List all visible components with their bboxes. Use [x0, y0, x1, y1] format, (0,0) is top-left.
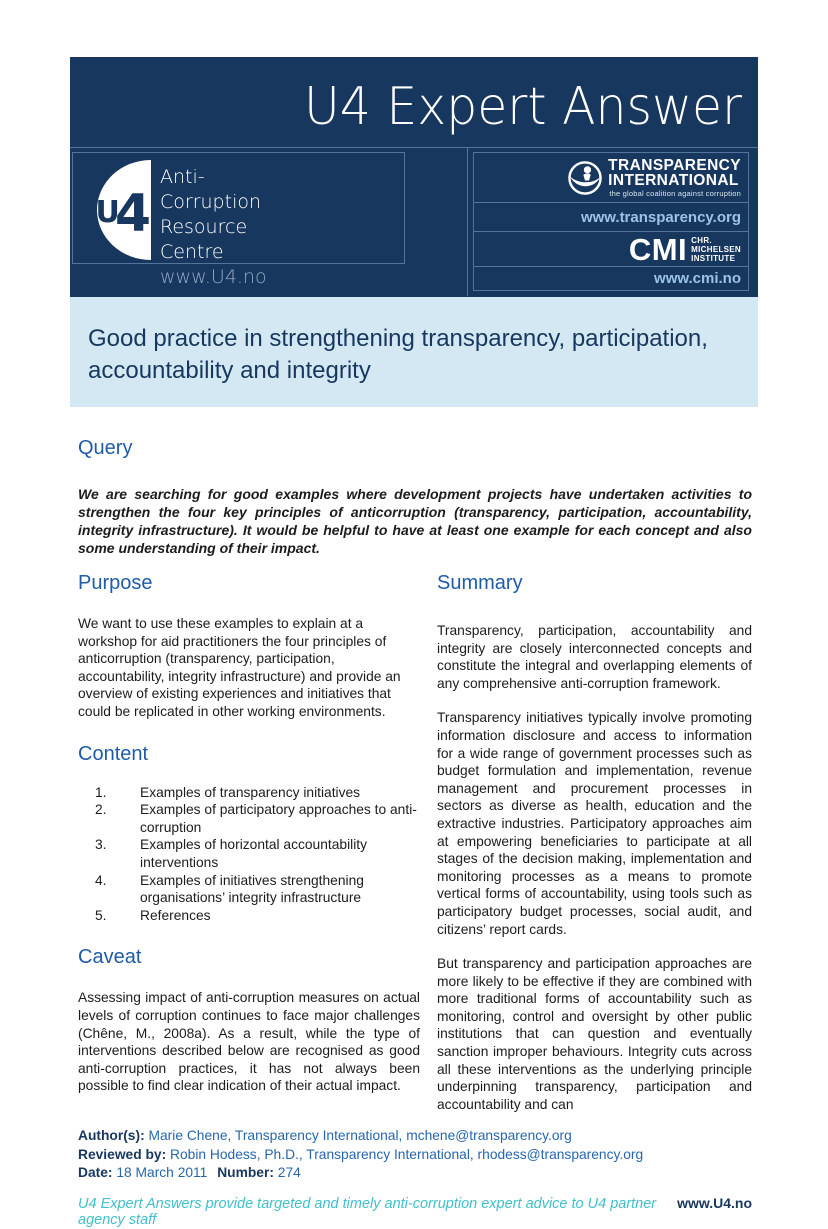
document-title: Good practice in strengthening transparency, participation, accountability and integrity: [88, 325, 708, 384]
two-column-layout: [78, 572, 752, 1113]
content-list-item: [78, 872, 420, 907]
u4-logo-icon: [97, 160, 151, 260]
series-tagline: U4 Expert Answers provide targeted and timely anti-corruption expert advice to U4 partner agency staff: [78, 1195, 657, 1228]
transparency-international-row: [474, 153, 748, 202]
u4-logo-cell: [70, 148, 467, 296]
u4-logo-box: [72, 152, 405, 288]
u4-wordmark: [160, 160, 267, 288]
u4-name-line: Centre: [160, 241, 224, 263]
document-page: [0, 57, 828, 1229]
list-item-number: 4.: [95, 872, 107, 888]
caveat-heading: Caveat: [78, 946, 142, 969]
author-line: [78, 1127, 752, 1146]
content-list-item: [78, 784, 420, 802]
reviewed-value: Robin Hodess, Ph.D., Transparency International, rhodess@transparency.org: [170, 1146, 644, 1162]
summary-paragraph: Transparency, participation, accountability and integrity are closely interconnected concepts and constitute the integral and overlapping elements of any comprehensive anti-corruption framework.: [437, 623, 752, 691]
date-value: 18 March 2011: [116, 1165, 208, 1181]
list-item-text: Examples of horizontal accountability interventions: [140, 837, 368, 870]
number-label: Number:: [217, 1165, 274, 1181]
author-value: Marie Chene, Transparency International, mchene@transparency.org: [148, 1128, 572, 1144]
list-item-number: 2.: [95, 802, 107, 818]
tagline-row: [78, 1195, 752, 1228]
cmi-wordmark: [691, 236, 741, 263]
content-list-item: [78, 801, 420, 836]
cmi-name-line: INSTITUTE: [691, 253, 736, 263]
ti-name-line: INTERNATIONAL: [608, 171, 739, 189]
summary-paragraph: But transparency and participation approaches are more likely to be effective if they are combined with more traditional forms of accountability such as monitoring, control and oversight by other public institutions that can question and eventually sanction improper behaviours. Integrity cuts across all these interventions as the underlying principle underpinning transparency, participation and accountability and can: [437, 956, 752, 1112]
list-item-text: Examples of participatory approaches to anti-corruption: [140, 802, 417, 835]
number-value: 274: [277, 1165, 301, 1181]
list-item-text: References: [140, 907, 211, 923]
u4-name-line: Resource: [160, 216, 248, 238]
caveat-text: Assessing impact of anti-corruption measures on actual levels of corruption continues to face major challenges (Chêne, M., 2008a). As a result, while the type of interventions described below are recognised as good anti-corruption practices, it has not always been possible to find clear indication of their actual impact.: [78, 990, 420, 1094]
summary-heading: Summary: [437, 572, 523, 594]
publication-title: U4 Expert Answer: [303, 77, 742, 137]
list-item-number: 5.: [95, 907, 107, 923]
left-column: [78, 572, 420, 1113]
right-column: [437, 572, 752, 1113]
document-body: [78, 437, 752, 1113]
content-heading: Content: [78, 742, 149, 765]
list-item-text: Examples of transparency initiatives: [140, 784, 361, 800]
ti-tagline: the global coalition against corruption: [609, 188, 741, 198]
cmi-mark: CMI: [628, 231, 688, 267]
content-list-item: [78, 907, 420, 925]
list-item-text: Examples of initiatives strengthening organisations’ integrity infrastructure: [140, 872, 364, 906]
cmi-row: [474, 231, 748, 266]
cmi-website-link[interactable]: www.cmi.no: [654, 270, 741, 287]
title-band: [70, 297, 758, 407]
content-list: [78, 784, 420, 925]
transparency-international-logo: [567, 158, 741, 198]
u4-mark-digit-4: 4: [114, 184, 151, 244]
query-section: [78, 437, 752, 557]
ti-globe-icon: [567, 160, 603, 196]
masthead-logos: [70, 148, 758, 296]
partner-logos-cell: [467, 148, 758, 296]
summary-paragraph: Transparency initiatives typically involve promoting information disclosure and access to information for a wide range of government processes such as budget formulation and implementation, revenue management and procurement processes in sectors as diverse as health, education and the extractive industries. Participatory approaches aim at empowering beneficiaries to participate at all stages of the decision making, implementation and monitoring processes as a means to promote vertical forms of accountability, using tools such as participatory budget processes, social audit, and citizens’ report cards.: [437, 710, 752, 937]
masthead: [70, 57, 758, 297]
query-heading: Query: [78, 437, 133, 459]
purpose-text: We want to use these examples to explain at a workshop for aid practitioners the four principles of anticorruption (transparency, participation, accountability, integrity infrastructure) and provide an overview of existing experiences and initiatives that could be replicated in other working environments.: [78, 616, 401, 719]
date-label: Date:: [78, 1165, 113, 1181]
u4-name-line: Anti-: [160, 166, 205, 188]
list-item-number: 1.: [95, 784, 107, 800]
ti-website-row: [474, 202, 748, 231]
date-number-line: [78, 1164, 752, 1183]
ti-wordmark: [608, 158, 741, 198]
u4-website-link[interactable]: www.U4.no: [160, 266, 267, 288]
cmi-name-line: CHR.: [691, 235, 712, 245]
partner-logos-box: [473, 152, 749, 291]
author-label: Author(s):: [78, 1128, 145, 1144]
cmi-logo: [628, 231, 741, 267]
reviewed-label: Reviewed by:: [78, 1146, 167, 1162]
u4-footer-link[interactable]: www.U4.no: [677, 1194, 752, 1211]
document-footer: [78, 1127, 752, 1228]
cmi-website-row: [474, 266, 748, 290]
ti-website-link[interactable]: www.transparency.org: [580, 208, 741, 226]
u4-name-line: Corruption: [160, 191, 262, 213]
cmi-name-line: MICHELSEN: [691, 244, 741, 254]
content-list-item: [78, 836, 420, 871]
ti-name-line: TRANSPARENCY: [608, 156, 741, 174]
purpose-heading: Purpose: [78, 572, 153, 594]
query-text: We are searching for good examples where development projects have undertaken activities to strengthen the four key principles of anticorruption (transparency, participation, accountability, integrity infrastructure). It would be helpful to have at least one example for each concept and also some understanding of their impact.: [78, 486, 752, 556]
u4-mark-letter-u: U: [95, 194, 119, 230]
list-item-number: 3.: [95, 837, 107, 853]
masthead-title-row: [70, 57, 758, 148]
reviewed-line: [78, 1146, 752, 1165]
